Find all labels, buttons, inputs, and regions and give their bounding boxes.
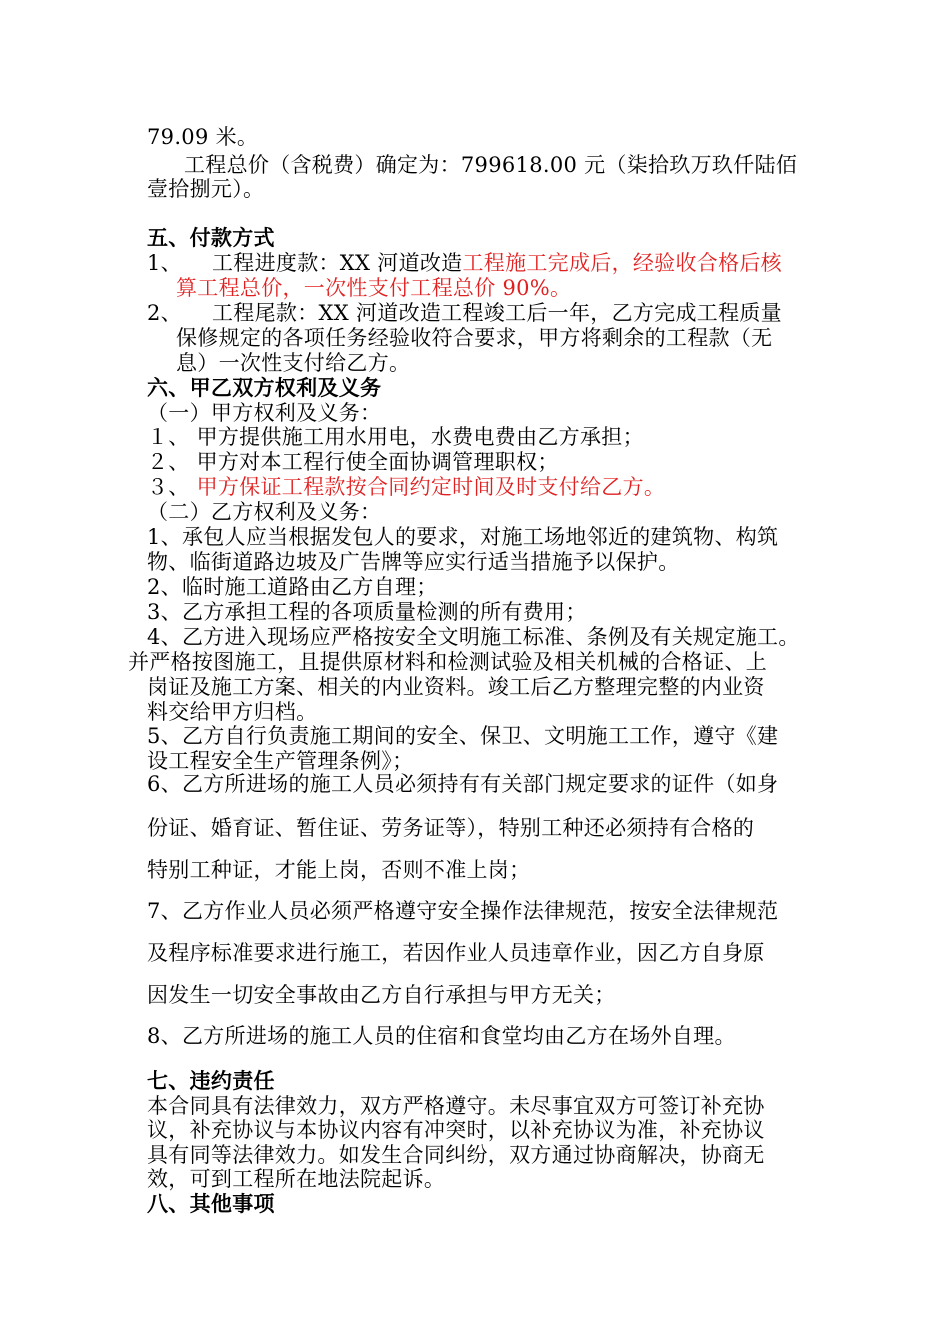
text-run: 工程进度款：XX 河道改造 [212, 251, 463, 275]
text-line: 设工程安全生产管理条例》； [147, 749, 414, 773]
text-line: 特别工种证，才能上岗，否则不准上岗； [147, 858, 531, 882]
text-line: 并严格按图施工，且提供原材料和检测试验及相关机械的合格证、上 [128, 650, 767, 674]
text-line: 物、临街道路边坡及广告牌等应实行适当措施予以保护。 [147, 550, 680, 574]
text-line: 4、乙方进入现场应严格按安全文明施工标准、条例及有关规定施工。 [147, 625, 800, 649]
text-line: 保修规定的各项任务经验收符合要求，甲方将剩余的工程款（无 [176, 326, 773, 350]
list-number: 1、 [147, 251, 182, 275]
text-line: 3、乙方承担工程的各项质量检测的所有费用； [147, 600, 587, 624]
text-line: 议，补充协议与本协议内容有冲突时，以补充协议为准，补充协议 [147, 1118, 765, 1142]
highlighted-text: 甲方保证工程款按合同约定时间及时支付给乙方。 [196, 475, 666, 499]
text-line: 8、乙方所进场的施工人员的住宿和食堂均由乙方在场外自理。 [147, 1024, 736, 1048]
list-item [147, 474, 665, 500]
text-line: 因发生一切安全事故由乙方自行承担与甲方无关； [147, 983, 616, 1007]
list-number: ３、 [147, 475, 197, 499]
text-line: 工程尾款：XX 河道改造工程竣工后一年，乙方完成工程质量 [212, 301, 782, 325]
sub-heading: （二）乙方权利及义务： [147, 500, 382, 524]
text-line: 效，可到工程所在地法院起诉。 [147, 1167, 446, 1191]
section-heading: 七、违约责任 [147, 1069, 275, 1093]
highlighted-text: 工程施工完成后，经验收合格后核 [462, 251, 782, 275]
text-line: 壹拾捌元）。 [147, 177, 265, 201]
text-line: 息）一次性支付给乙方。 [176, 351, 411, 375]
text-line: 79.09 米。 [147, 125, 259, 149]
list-item: １、 甲方提供施工用水用电，水费电费由乙方承担； [147, 425, 644, 449]
list-item: ２、 甲方对本工程行使全面协调管理职权； [147, 450, 559, 474]
text-line: 岗证及施工方案、相关的内业资料。竣工后乙方整理完整的内业资 [147, 675, 765, 699]
text-line: 7、乙方作业人员必须严格遵守安全操作法律规范，按安全法律规范 [147, 899, 779, 923]
list-number: 2、 [147, 301, 182, 325]
section-heading: 五、付款方式 [147, 226, 275, 250]
text-line: 份证、婚育证、暂住证、劳务证等），特别工种还必须持有合格的 [147, 816, 755, 840]
sub-heading: （一）甲方权利及义务： [147, 401, 382, 425]
text-line: 6、乙方所进场的施工人员必须持有有关部门规定要求的证件（如身 [147, 772, 779, 796]
text-line: 及程序标准要求进行施工，若因作业人员违章作业，因乙方自身原 [147, 941, 765, 965]
text-line: 工程总价（含税费）确定为：799618.00 元（柒拾玖万玖仟陆佰 [184, 153, 798, 177]
text-line: 料交给甲方归档。 [147, 700, 318, 724]
list-item [212, 250, 782, 276]
text-line: 2、临时施工道路由乙方自理； [147, 575, 438, 599]
section-heading: 八、其他事项 [147, 1192, 275, 1216]
text-line: 具有同等法律效力。如发生合同纠纷，双方通过协商解决，协商无 [147, 1143, 765, 1167]
text-line: 1、承包人应当根据发包人的要求，对施工场地邻近的建筑物、构筑 [147, 525, 779, 549]
highlighted-text: 算工程总价，一次性支付工程总价 90%。 [176, 276, 572, 300]
text-line: 本合同具有法律效力，双方严格遵守。未尽事宜双方可签订补充协 [147, 1094, 765, 1118]
text-line: 5、乙方自行负责施工期间的安全、保卫、文明施工工作，遵守《建 [147, 724, 779, 748]
section-heading: 六、甲乙双方权利及义务 [147, 376, 382, 400]
